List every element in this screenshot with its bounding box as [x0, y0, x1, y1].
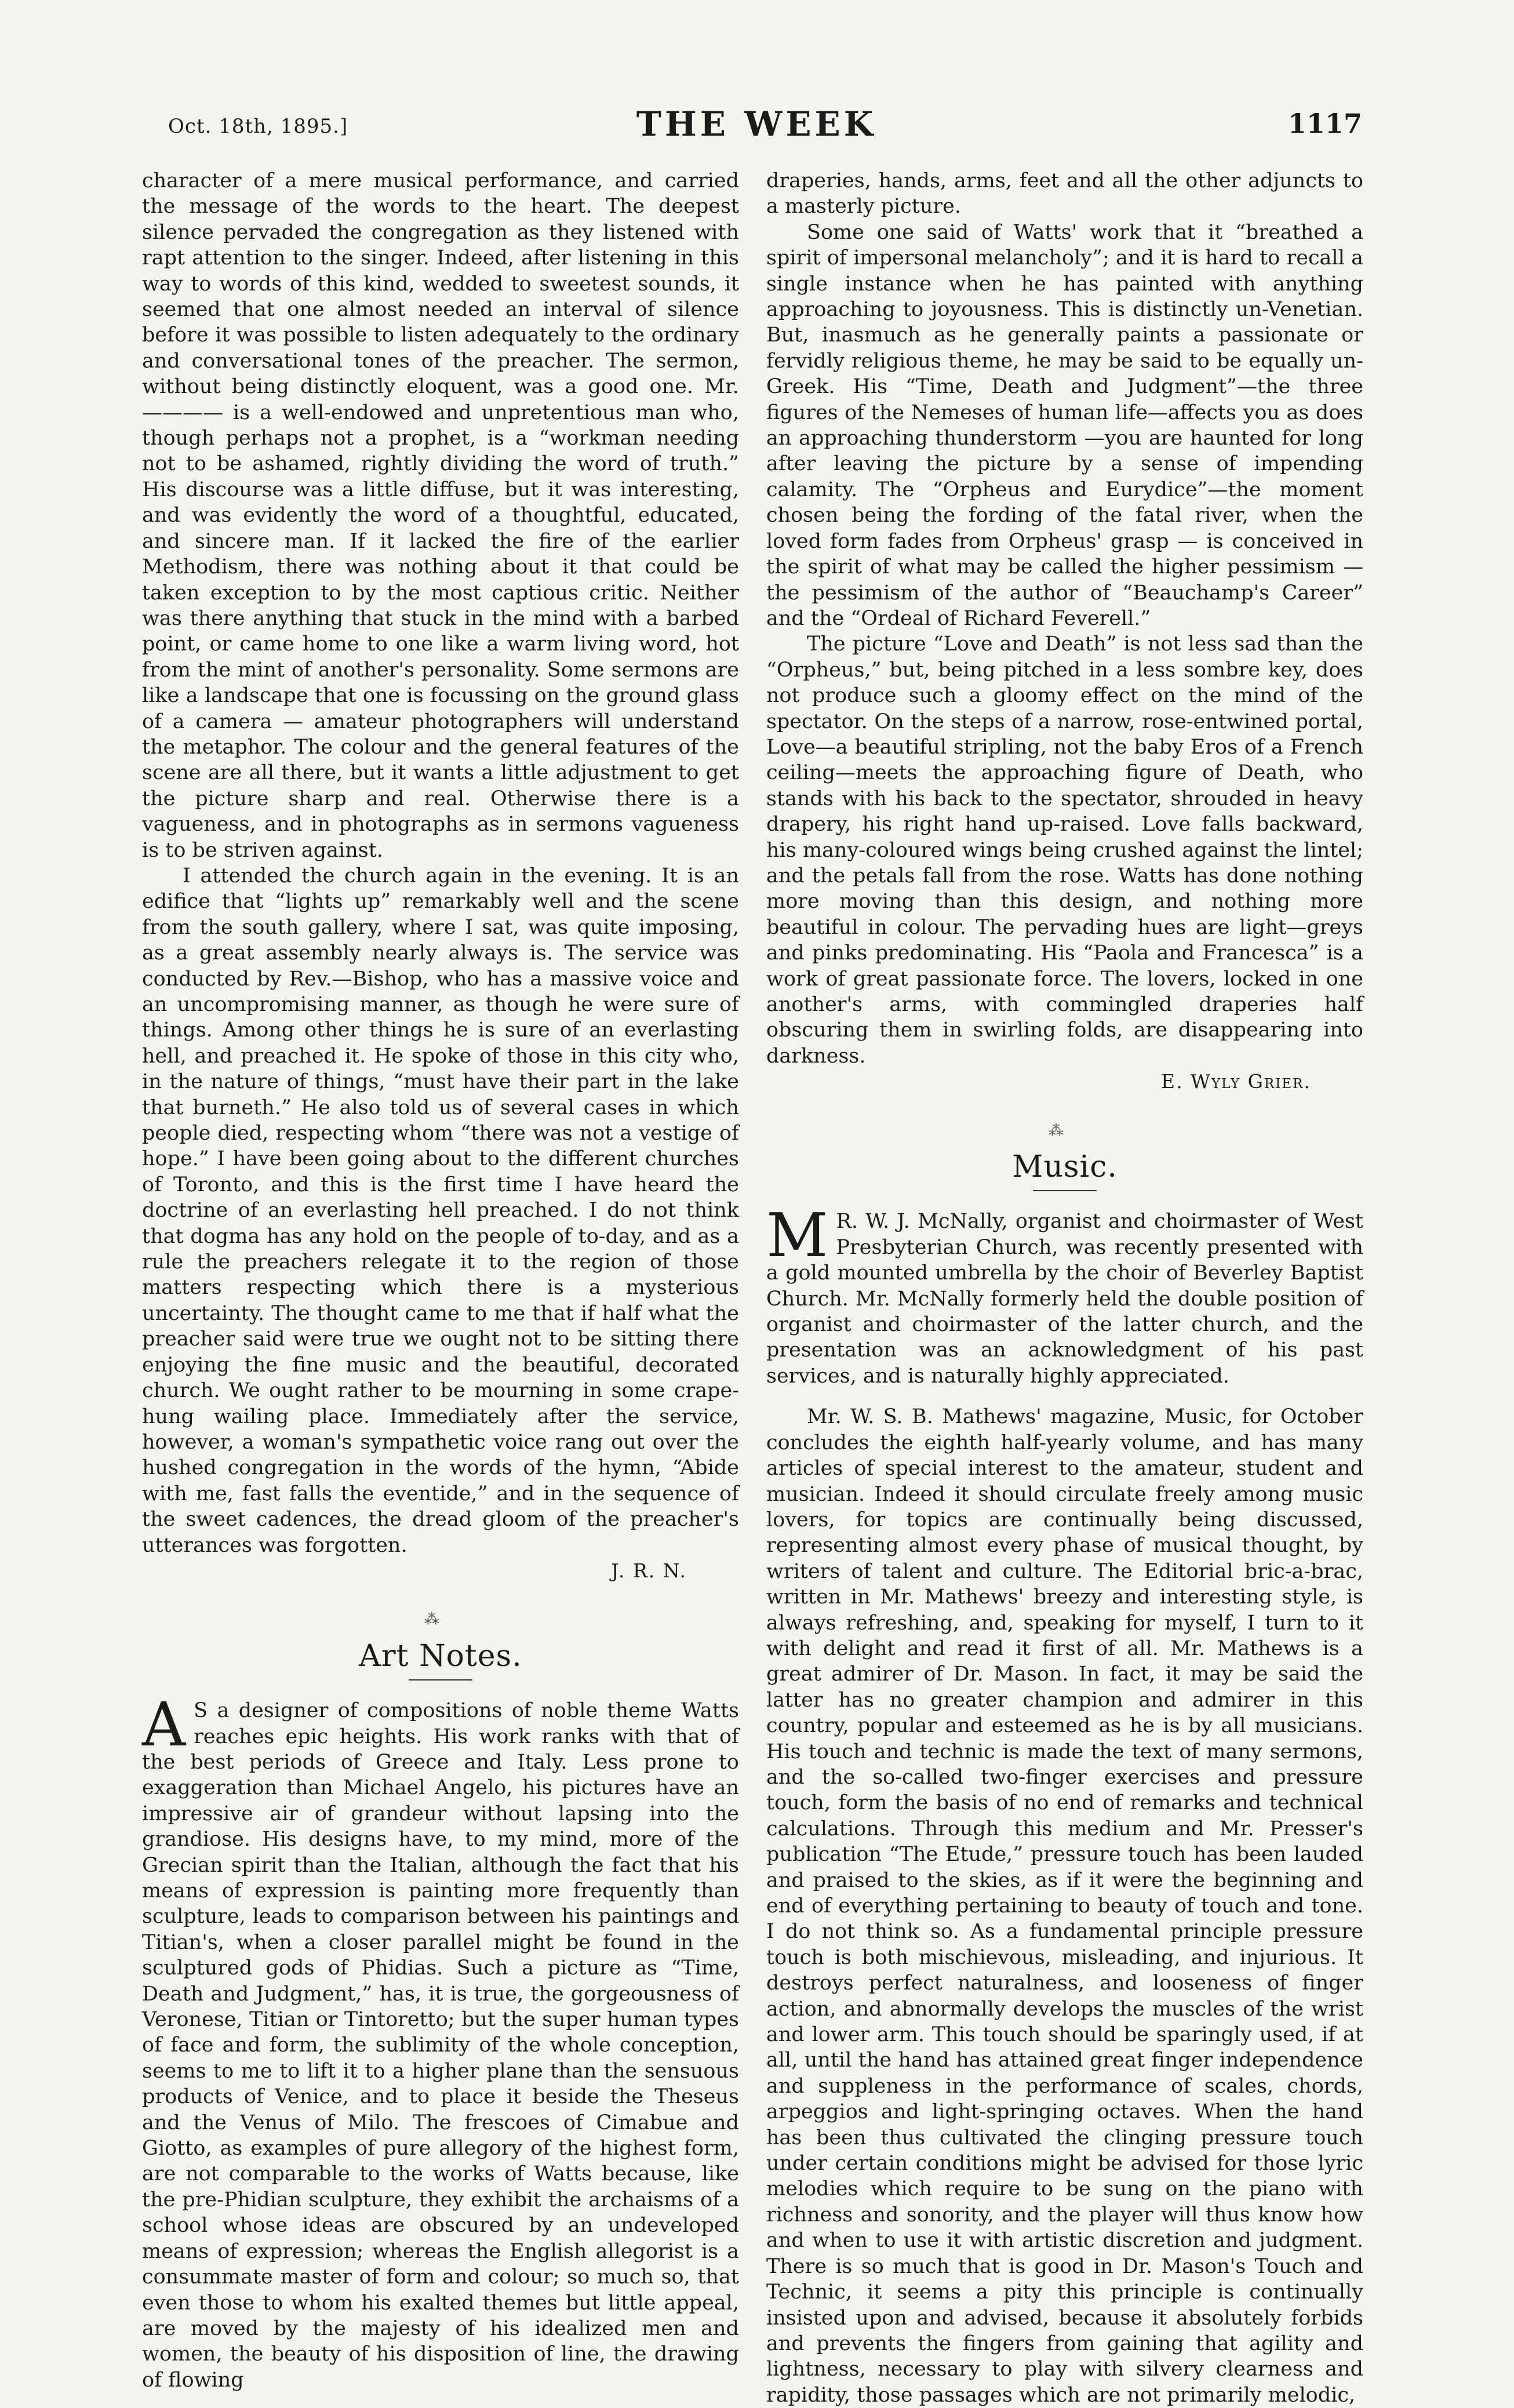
heading-rule	[1033, 1190, 1097, 1191]
art-notes-heading: Art Notes.	[359, 1638, 522, 1674]
drop-cap: M	[766, 1200, 828, 1271]
art-notes-text: S a designer of compositions of noble theme Watts reaches epic heights. His work ranks with that of the best periods of Greece and Italy. Less prone to exaggeration than Michael Angelo, his pictures have an impressive air of grandeur without lapsing into the grandiose. His designs have, to my mind, more of the Grecian spirit than the Italian, although the fact that his means of expression is painting more frequently than sculpture, leads to comparison between his paintings and Titian's, when a closer parallel might be found in the sculptured gods of Phidias. Such a picture as “Time, Death and Judgment,” has, it is true, the gorgeousness of Veronese, Titian or Tintoretto; but the super human types of face and form, the sublimity of the whole conception, seems to me to lift it to a higher plane than the sensuous products of Venice, and to place it beside the Theseus and the Venus of Milo. The frescoes of Cimabue and Giotto, as examples of pure allegory of the highest form, are not comparable to the works of Watts because, like the pre-Phidian sculpture, they exhibit the archaisms of a school whose ideas are obscured by an undeveloped means of expression; whereas the English allegorist is a consummate master of form and colour; so much so, that even those to whom his exalted themes but little appeal, are moved by the majesty of his idealized men and women, the beauty of his disposition of line, the drawing of flowing	[142, 1699, 739, 2392]
art-paragraph: Some one said of Watts' work that it “breathed a spirit of impersonal melancholy”; and it is hard to recall a single instance when he has painted with anything approaching to joyousness. This is distinctly un-Venetian. But, inasmuch as he generally paints a passionate or fervidly religious theme, he may be said to be equally un-Greek. His “Time, Death and Judgment”—the three figures of the Nemeses of human life—affects you as does an approaching thunderstorm —you are haunted for long after leaving the picture by a sense of impending calamity. The “Orpheus and Eurydice”—the moment chosen being the fording of the fatal river, when the loved form fades from Orpheus' grasp — is conceived in the spirit of what may be called the higher pessimism — the pessimism of the author of “Beauchamp's Career” and the “Ordeal of Richard Feverell.”	[766, 220, 1363, 630]
paragraph-gap	[766, 1389, 1363, 1404]
continued-paragraph: character of a mere musical performance, and carried the message of the words to the heart. The deepest silence pervaded the congregation as they listened with rapt attention to the singer. Indeed, after listening in this way to words of this kind, wedded to sweetest sounds, it seemed that one almost needed an interval of silence before it was possible to listen adequately to the ordinary and conversational tones of the preacher. The sermon, without being distinctly eloquent, was a good one. Mr. ———— is a well-endowed and unpretentious man who, though perhaps not a prophet, is a “workman needing not to be ashamed, rightly dividing the word of truth.” His discourse was a little diffuse, but it was interesting, and was evidently the word of a thoughtful, educated, and sincere man. If it lacked the fire of the earlier Methodism, there was nothing about it that could be taken exception to by the most captious critic. Neither was there anything that stuck in the mind with a barbed point, or came home to one like a warm living word, hot from the mint of another's personality. Some sermons are like a landscape that one is focussing on the ground glass of a camera — amateur photographers will understand the metaphor. The colour and the general features of the scene are all there, but it wants a little adjustment to get the picture sharp and real. Otherwise there is a vagueness, and in photographs as in sermons vagueness is to be striven against.	[142, 169, 739, 862]
page-number: 1117	[1287, 108, 1362, 139]
evening-service-paragraph: I attended the church again in the evening. It is an edifice that “lights up” remarkably well and the scene from the south gallery, where I sat, was quite imposing, as a great assembly nearly always is. The service was conducted by Rev.—Bishop, who has a massive voice and an uncompromising manner, as though he were sure of things. Among other things he is sure of an everlasting hell, and preached it. He spoke of those in this city who, in the nature of things, “must have their part in the lake that burneth.” He also told us of several cases in which people died, respecting whom “there was not a vestige of hope.” I have been going about to the different churches of Toronto, and this is the first time I have heard the doctrine of an everlasting hell preached. I do not think that dogma has any hold on the people of to-day, and as a rule the preachers relegate it to the region of those matters respecting which there is a mysterious uncertainty. The thought came to me that if half what the preacher said were true we ought not to be sitting there enjoying the fine music and the beautiful, decorated church. We ought rather to be mourning in some crape-hung wailing place. Immediately after the service, however, a woman's sympathetic voice rang out over the hushed congregation in the words of the hymn, “Abide with me, fast falls the eventide,” and in the sequence of the sweet cadences, the dread gloom of the preacher's utterances was forgotten.	[142, 864, 739, 1557]
music-text: R. W. J. McNally, organist and choirmaster of West Presbyterian Church, was recently presented with a gold mounted umbrella by the choir of Beverley Baptist Church. Mr. McNally formerly held the double position of organist and choirmaster of the latter church, and the presentation was an acknowledgment of his past services, and is naturally highly appreciated.	[766, 1210, 1363, 1388]
section-separator: ⁂	[1049, 1122, 1081, 1140]
music-paragraph-2: Mr. W. S. B. Mathews' magazine, Music, for October concludes the eighth half-yearly volume, and has many articles of special interest to the amateur, student and musician. Indeed it should circulate freely among music lovers, for topics are continually being discussed, representing almost every phase of musical thought, by writers of talent and culture. The Editorial bric-a-brac, written in Mr. Mathews' breezy and interesting style, is always refreshing, and, speaking for myself, I turn to it with delight and read it first of all. Mr. Mathews is a great admirer of Dr. Mason. In fact, it may be said the latter has no greater champion and admirer in this country, popular and esteemed as he is by all musicians. His touch and technic is made the text of many sermons, and the so-called two-finger exercises and pressure touch, form the basis of no end of remarks and technical calculations. Through this medium and Mr. Presser's publication “The Etude,” pressure touch has been lauded and praised to the skies, as if it were the beginning and end of everything pertaining to beauty of touch and tone. I do not think so. As a fundamental principle pressure touch is both mischievous, misleading, and injurious. It destroys perfect naturalness, and looseness of finger action, and abnormally develops the muscles of the wrist and lower arm. This touch should be sparingly used, if at all, until the hand has attained great finger independence and suppleness in the performance of scales, chords, arpeggios and light-springing octaves. When the hand has been thus cultivated the clinging pressure touch under certain conditions might be advised for those lyric melodies which require to be sung on the piano with richness and sonority, and the player will thus know how and when to use it with artistic discretion and judgment. There is so much that is good in Dr. Mason's Touch and Technic, it seems a pity this principle is continually insisted upon and advised, because it absolutely forbids and prevents the fingers from gaining that agility and lightness, necessary to play with silvery clearness and rapidity, those passages which are not primarily melodic,	[766, 1405, 1363, 2407]
art-notes-paragraph	[142, 1689, 739, 2393]
music-paragraph	[766, 1200, 1363, 1389]
music-heading: Music.	[1012, 1150, 1118, 1185]
right-column	[766, 168, 1363, 2408]
page-header	[145, 104, 1368, 151]
section-separator: ⁂	[424, 1611, 457, 1629]
art-paragraph: The picture “Love and Death” is not less sad than the “Orpheus,” but, being pitched in a less sombre key, does not produce such a gloomy effect on the mind of the spectator. On the steps of a narrow, rose-entwined portal, Love—a beautiful stripling, not the baby Eros of a French ceiling—meets the approaching figure of Death, who stands with his back to the spectator, shrouded in heavy drapery, his right hand up-raised. Love falls backward, his many-coloured wings being crushed against the lintel; and the petals fall from the rose. Watts has done nothing more moving than this design, and nothing more beautiful in colour. The pervading hues are light—greys and pinks predominating. His “Paola and Francesca” is a work of great passionate force. The lovers, locked in one another's arms, with commingled draperies half obscuring them in swirling folds, are disappearing into darkness.	[766, 632, 1363, 1068]
art-continued-text: draperies, hands, arms, feet and all the other adjuncts to a masterly picture.	[766, 169, 1363, 219]
publication-title: THE WEEK	[636, 104, 877, 144]
art-signature: E. Wyly Grier.	[1160, 1070, 1311, 1093]
issue-date: Oct. 18th, 1895.]	[168, 115, 348, 138]
drop-cap: A	[142, 1689, 186, 1760]
left-column	[142, 168, 739, 2393]
article-signature: J. R. N.	[611, 1559, 687, 1582]
heading-rule	[409, 1679, 472, 1680]
